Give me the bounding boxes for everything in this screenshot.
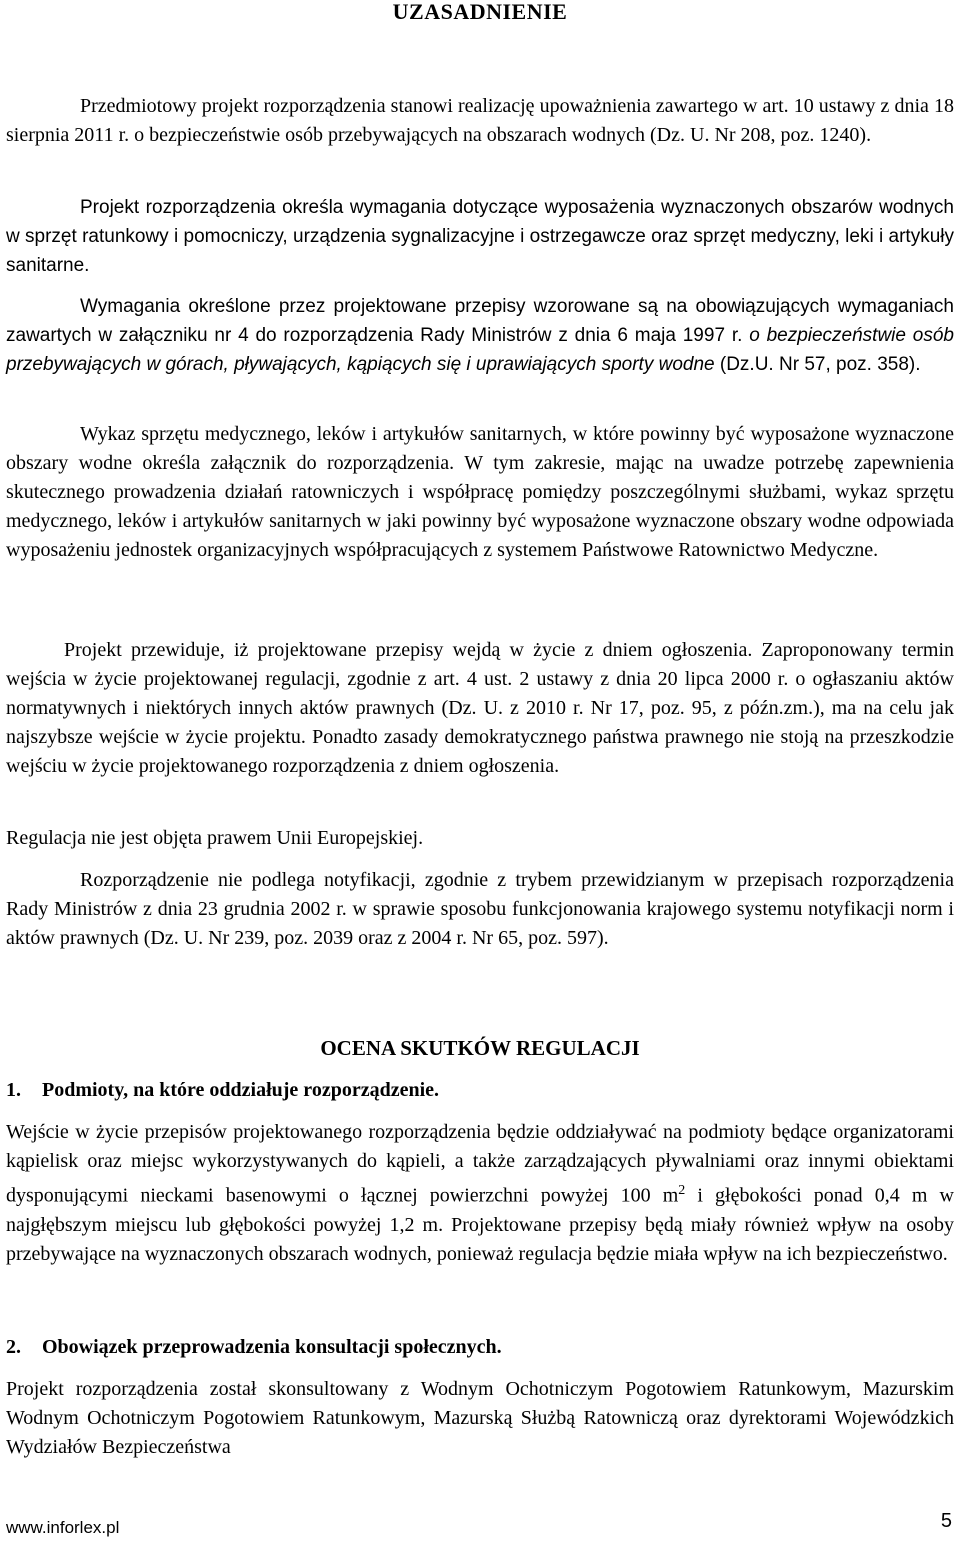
heading-1-number: 1.: [6, 1079, 21, 1101]
requirements-citation: (Dz.U. Nr 57, poz. 358).: [714, 354, 921, 375]
paragraph-consultations: Projekt rozporządzenia został skonsultowany z Wodnym Ochotniczym Pogotowiem Ratunkowym, Mazurskim Wodnym Ochotniczym Pogotowiem Ratunkowym, Mazurską Służbą Ratowniczą oraz dyrektorami Wojewódzkich Wydziałów Bezpieczeństwa: [6, 1378, 954, 1458]
paragraph-requirements: [6, 292, 954, 379]
heading-2: [6, 1334, 502, 1360]
footer-site-link[interactable]: www.inforlex.pl: [6, 1518, 120, 1537]
paragraph-medical-equipment: Wykaz sprzętu medycznego, leków i artykułów sanitarnych, w które powinny być wyposażone wyznaczone obszary wodne określa załącznik do rozporządzenia. W tym zakresie, mając na uwadze potrzebę zapewnienia skutecznego prowadzenia działań ratowniczych i współpracę pomiędzy poszczególnymi służbami, wykaz sprzętu medycznego, leków i artykułów sanitarnych w jaki powinny być wyposażone wyznaczone obszary wodne odpowiada wyposażeniu jednostek organizacyjnych współpracujących z systemem Państwowe Ratownictwo Medyczne.: [6, 423, 954, 561]
heading-2-text: Obowiązek przeprowadzenia konsultacji społecznych.: [42, 1336, 502, 1358]
paragraph-eu-law: Regulacja nie jest objęta prawem Unii Europejskiej.: [6, 827, 424, 849]
heading-2-number: 2.: [6, 1336, 21, 1358]
act-title-italic: o bezpieczeństwie osób przebywających w górach, pływających, kąpiących się i uprawiających sporty wodne: [6, 325, 954, 375]
entities-text-a: Wejście w życie przepisów projektowanego rozporządzenia będzie oddziaływać na podmioty będące organizatorami kąpielisk oraz miejsc wykorzystywanych do kąpieli, a także zarządzających pływalniami oraz innymi obiektami dysponującymi nieckami basenowymi o łącznej powierzchni powyżej 100 m: [6, 1121, 954, 1207]
superscript-2: 2: [678, 1183, 686, 1198]
page-number: 5: [940, 1510, 952, 1532]
heading-1: [6, 1077, 439, 1103]
paragraph-scope: Projekt rozporządzenia określa wymagania dotyczące wyposażenia wyznaczonych obszarów wodnych w sprzęt ratunkowy i pomocniczy, urządzenia sygnalizacyjne i ostrzegawcze oraz sprzęt medyczny, leki i artykuły sanitarne.: [6, 197, 954, 276]
paragraph-notification: Rozporządzenie nie podlega notyfikacji, zgodnie z trybem przewidzianym w przepisach rozporządzenia Rady Ministrów z dnia 23 grudnia 2002 r. w sprawie sposobu funkcjonowania krajowego systemu notyfikacji norm i aktów prawnych (Dz. U. Nr 239, poz. 2039 oraz z 2004 r. Nr 65, poz. 597).: [6, 869, 954, 949]
paragraph-legal-basis: Przedmiotowy projekt rozporządzenia stanowi realizację upoważnienia zawartego w art. 10 ustawy z dnia 18 sierpnia 2011 r. o bezpieczeństwie osób przebywających na obszarach wodnych (Dz. U. Nr 208, poz. 1240).: [6, 95, 954, 146]
page-title: UZASADNIENIE: [392, 0, 568, 24]
entities-text-b: i głębokości ponad 0,4 m w najgłębszym miejscu lub głębokości powyżej 1,2 m. Projektowane przepisy będą miały również wpływ na osoby przebywające na wyznaczonych obszarach wodnych, ponieważ regulacja będzie miała wpływ na ich bezpieczeństwo.: [6, 1184, 954, 1265]
paragraph-entry-into-force: Projekt przewiduje, iż projektowane przepisy wejdą w życie z dniem ogłoszenia. Zaproponowany termin wejścia w życie projektowanej regulacji, zgodnie z art. 4 ust. 2 ustawy z dnia 20 lipca 2000 r. o ogłaszaniu aktów normatywnych i niektórych innych aktów prawnych (Dz. U. z 2010 r. Nr 17, poz. 95, z późn.zm.), ma na celu jak najszybsze wejście w życie projektu. Ponadto zasady demokratycznego państwa prawnego nie stoją na przeszkodzie wejściu w życie projektowanego rozporządzenia z dniem ogłoszenia.: [6, 639, 954, 777]
requirements-text: Wymagania określone przez projektowane przepisy wzorowane są na obowiązujących wymaganiach zawartych w załączniku nr 4 do rozporządzenia Rady Ministrów z dnia 6 maja 1997 r.: [6, 296, 954, 346]
section-title: OCENA SKUTKÓW REGULACJI: [320, 1036, 640, 1060]
heading-1-text: Podmioty, na które oddziałuje rozporządzenie.: [42, 1079, 440, 1101]
paragraph-entities: [6, 1118, 954, 1269]
